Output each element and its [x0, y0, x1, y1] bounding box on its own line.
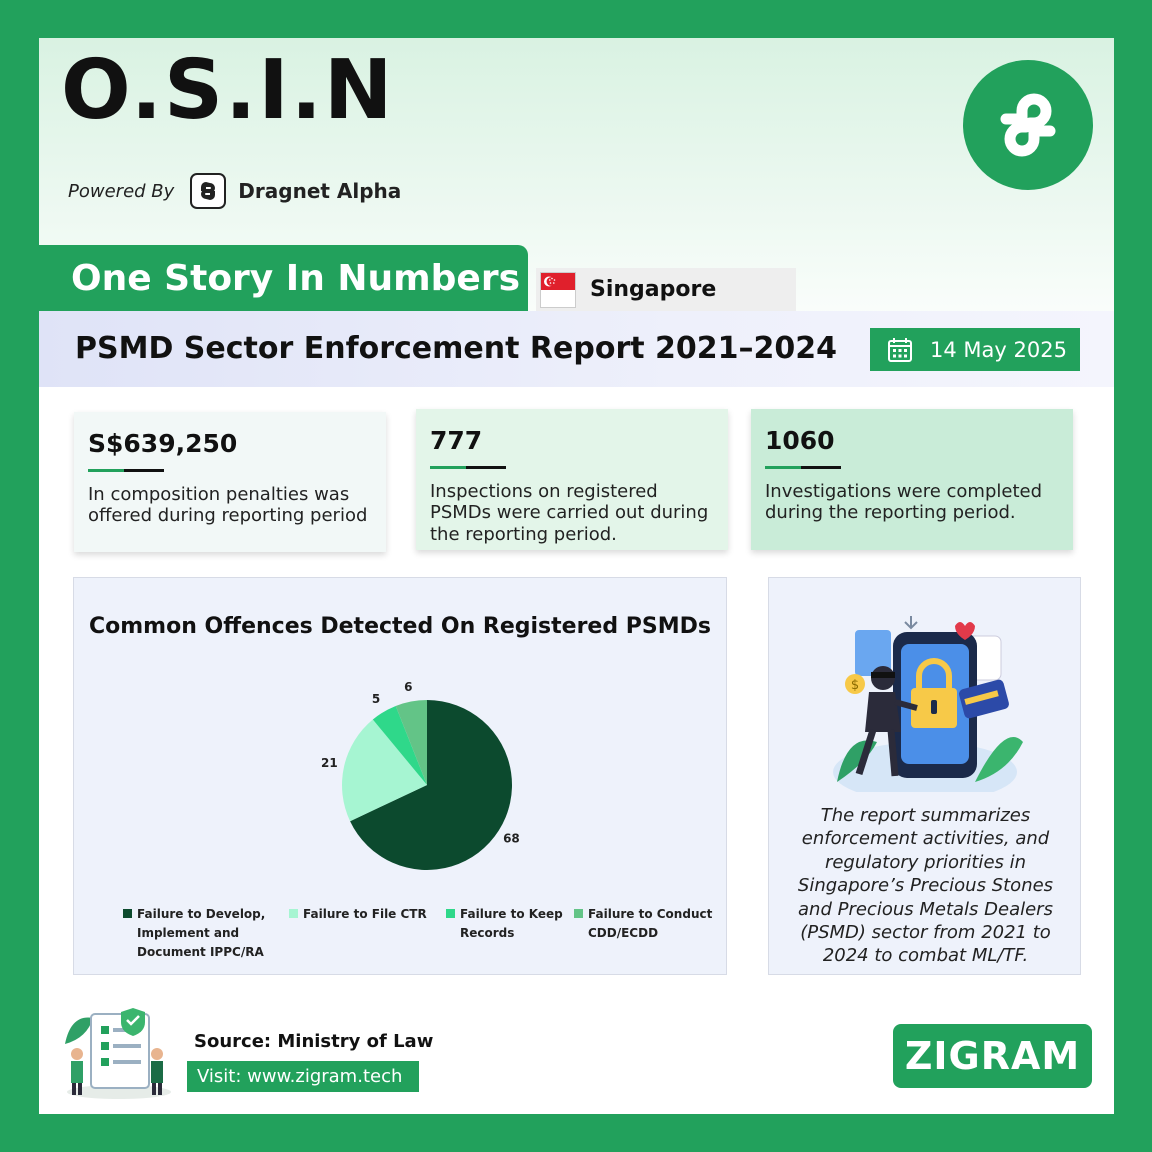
chart-panel — [73, 577, 727, 975]
singapore-flag-icon — [540, 272, 576, 308]
summary-panel — [768, 577, 1081, 975]
stat-card-penalties — [74, 412, 386, 552]
powered-by-row — [68, 173, 401, 209]
report-title-bar — [39, 311, 1114, 387]
stat-description: In composition penalties was offered during reporting period — [88, 483, 368, 527]
pie-data-label: 5 — [371, 691, 381, 706]
story-banner: One Story In Numbers — [39, 245, 528, 311]
stat-value: S$639,250 — [88, 429, 238, 458]
pie-data-label: 6 — [404, 679, 413, 694]
legend-item — [574, 905, 724, 943]
stat-divider — [430, 466, 506, 469]
legend-label: Failure to Keep Records — [460, 907, 563, 941]
infographic-card — [39, 38, 1114, 1114]
stat-divider — [88, 469, 164, 472]
legend-label: Failure to Conduct CDD/ECDD — [588, 907, 713, 941]
calendar-icon — [886, 336, 914, 364]
stat-card-investigations — [751, 409, 1073, 550]
legend-label: Failure to Develop, Implement and Document IPPC/RA — [137, 907, 266, 960]
report-title: PSMD Sector Enforcement Report 2021–2024 — [75, 331, 838, 366]
osin-logo-icon — [963, 60, 1093, 190]
website-link[interactable]: Visit: www.zigram.tech — [187, 1061, 419, 1092]
legend-item — [289, 905, 429, 924]
date-badge — [870, 328, 1080, 371]
stat-value: 1060 — [765, 426, 835, 455]
country-badge — [536, 268, 796, 311]
partner-name: Dragnet Alpha — [238, 179, 402, 203]
legend-item — [446, 905, 566, 943]
legend-swatch — [123, 909, 132, 918]
pie-data-label: 21 — [321, 756, 338, 771]
stat-card-inspections — [416, 409, 728, 550]
legend-swatch — [289, 909, 298, 918]
stat-description: Investigations were completed during the reporting period. — [765, 480, 1043, 524]
legend-label: Failure to File CTR — [303, 907, 427, 921]
source-text: Source: Ministry of Law — [194, 1031, 434, 1052]
summary-text: The report summarizes enforcement activities, and regulatory priorities in Singapore’s Precious Stones and Precious Metals Dealers (PSMD) sector from 2021 to 2024 to combat ML/TF. — [797, 805, 1054, 967]
security-illustration — [825, 612, 1025, 792]
legend-item — [123, 905, 273, 963]
stat-divider — [765, 466, 841, 469]
chart-title: Common Offences Detected On Registered PSMDs — [89, 614, 711, 639]
stat-description: Inspections on registered PSMDs were carried out during the reporting period. — [430, 480, 709, 545]
report-date: 14 May 2025 — [930, 337, 1067, 362]
legend-swatch — [574, 909, 583, 918]
pie-data-label: 68 — [503, 831, 520, 846]
checklist-illustration — [61, 1004, 179, 1100]
powered-by-label: Powered By — [68, 180, 175, 202]
dragnet-logo-icon — [190, 173, 226, 209]
svg-text:$: $ — [850, 678, 860, 693]
stat-value: 777 — [430, 426, 483, 455]
legend-swatch — [446, 909, 455, 918]
zigram-logo: ZIGRAM — [893, 1024, 1092, 1088]
country-name: Singapore — [590, 277, 717, 302]
brand-title: O.S.I.N — [61, 43, 395, 138]
